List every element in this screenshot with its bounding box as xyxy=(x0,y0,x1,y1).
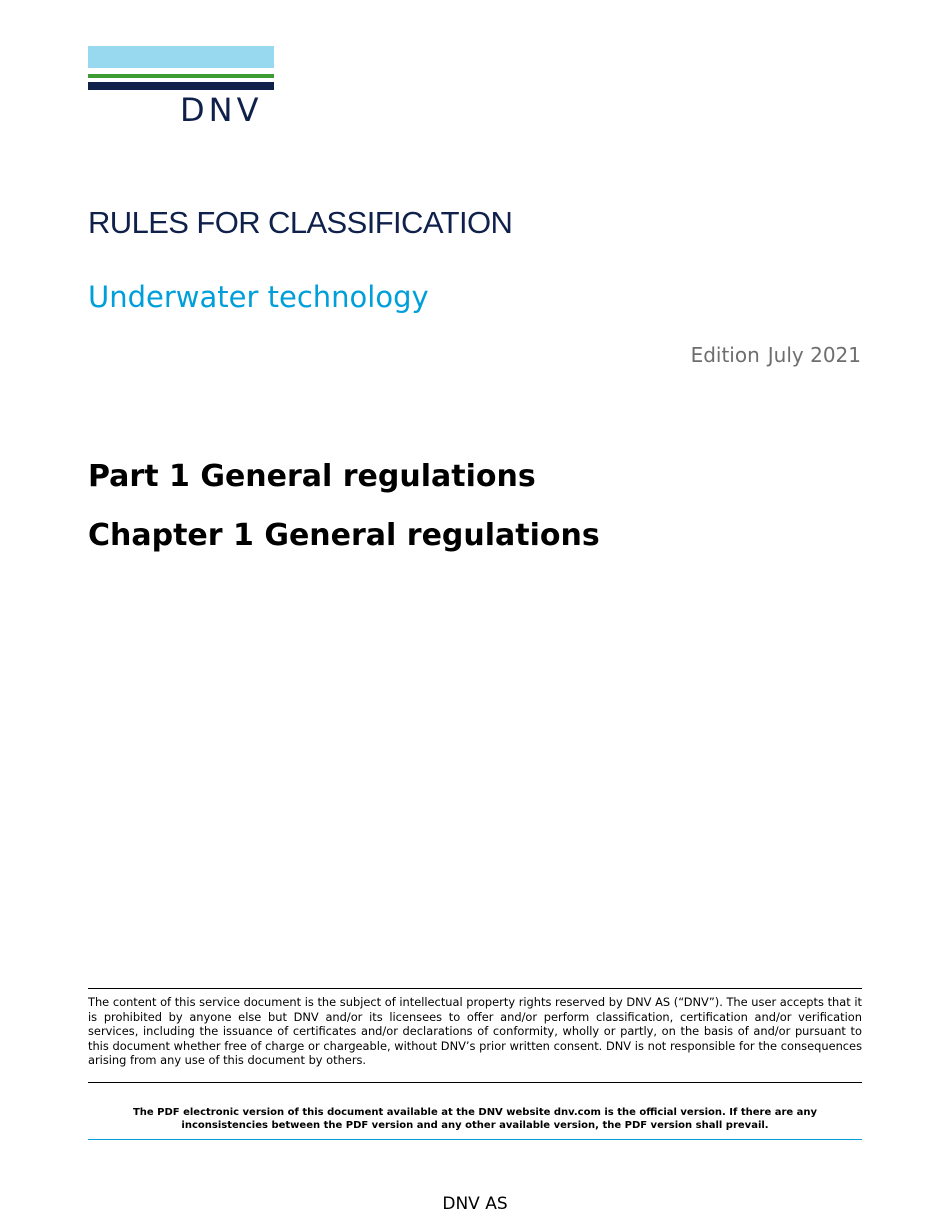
edition-date: July 2021 xyxy=(767,343,861,367)
pdf-notice: The PDF electronic version of this document available at the DNV website dnv.com is the official version. If there are any inconsistencies between the PDF version and any other available version, the PDF version shall prevail. xyxy=(132,1107,818,1131)
logo-wordmark: DNV xyxy=(180,91,263,129)
divider-bottom xyxy=(88,1139,862,1140)
ip-notice: The content of this service document is the subject of intellectual property rights reserved by DNV AS (“DNV”). The user accepts that it is prohibited by anyone else but DNV and/or its licensees to offer and/or perform classification, certification and/or verification services, including the issuance of certificates and/or declarations of conformity, wholly or partly, on the basis of and/or pursuant to this document whether free of charge or chargeable, without DNV’s prior written consent. DNV is not responsible for the consequences arising from any use of this document by others. xyxy=(88,995,862,1067)
logo-navy-bar xyxy=(88,82,274,90)
chapter-title: Chapter 1 General regulations xyxy=(88,518,600,553)
logo-green-bar xyxy=(88,74,274,78)
document-series: RULES FOR CLASSIFICATION xyxy=(88,205,513,240)
part-title: Part 1 General regulations xyxy=(88,459,536,494)
edition xyxy=(691,342,861,368)
footer-company: DNV AS xyxy=(442,1194,508,1214)
divider-middle xyxy=(88,1082,862,1083)
dnv-logo xyxy=(88,46,274,130)
document-subject: Underwater technology xyxy=(88,280,429,314)
edition-label: Edition xyxy=(690,343,760,367)
logo-light-blue-bar xyxy=(88,46,274,68)
divider-top xyxy=(88,988,862,989)
